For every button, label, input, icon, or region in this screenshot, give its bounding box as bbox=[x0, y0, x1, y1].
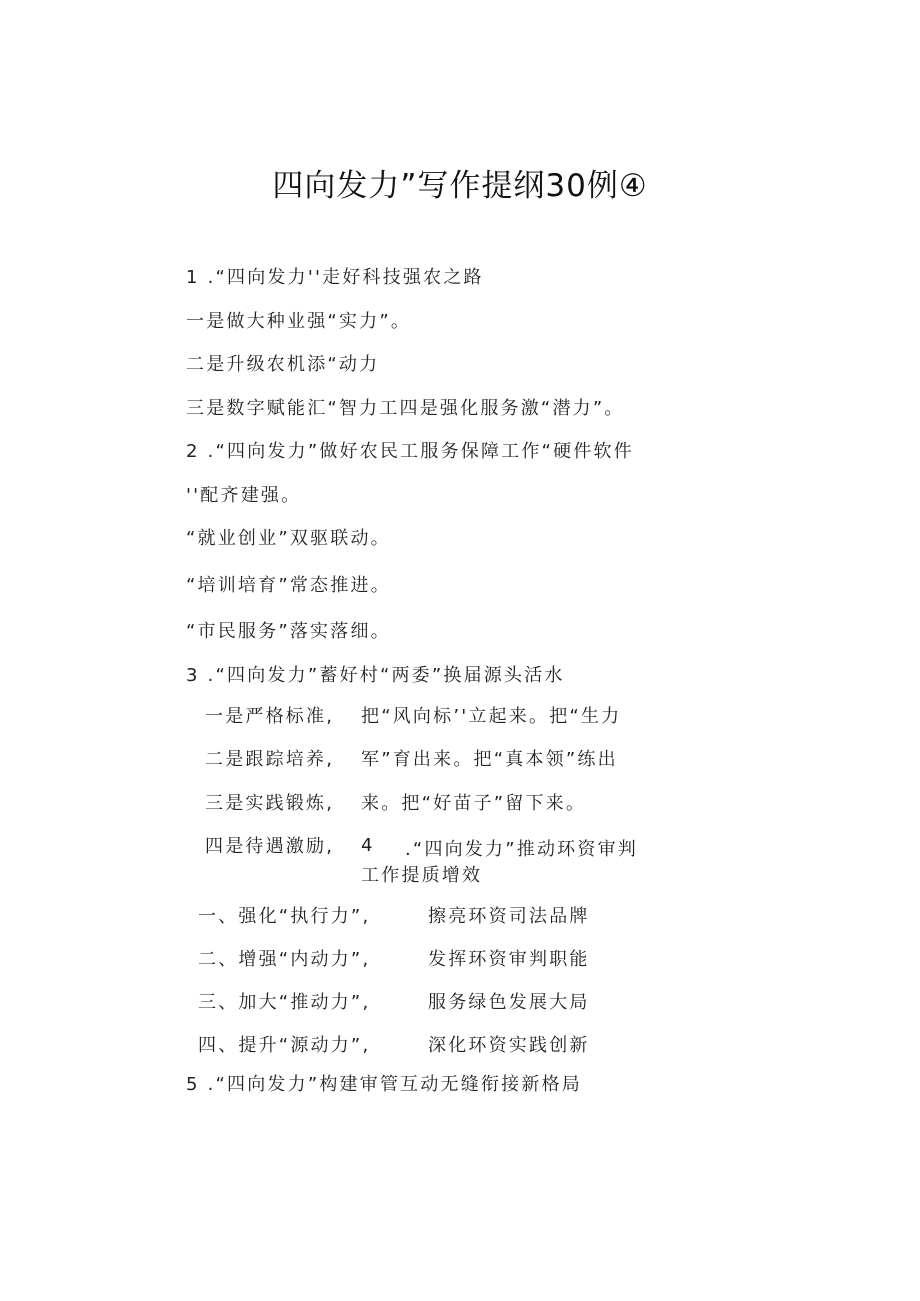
item-3-point-4: 四是待遇激励, bbox=[205, 836, 335, 857]
item-4-detail-4: 深化环资实践创新 bbox=[428, 1035, 590, 1056]
item-2-heading: 2 .“四向发力”做好农民工服务保障工作“硬件软件 bbox=[186, 441, 634, 462]
item-1-point-3: 三是数字赋能汇“智力工四是强化服务激“潜力”。 bbox=[186, 398, 625, 419]
item-4-number: 4 bbox=[361, 835, 375, 856]
item-4-point-2: 二、增强“内动力”, bbox=[198, 949, 371, 970]
item-4-detail-2: 发挥环资审判职能 bbox=[428, 949, 590, 970]
item-4-point-1: 一、强化“执行力”, bbox=[198, 906, 371, 927]
item-1-heading: 1 .“四向发力''走好科技强农之路 bbox=[186, 267, 484, 288]
item-4-point-4: 四、提升“源动力”, bbox=[198, 1035, 371, 1056]
item-4-heading-cont: 工作提质增效 bbox=[361, 865, 483, 886]
item-2-point-1: “就业创业”双驱联动。 bbox=[186, 528, 391, 549]
item-1-point-1: 一是做大种业强“实力”。 bbox=[186, 311, 412, 332]
item-2-heading-cont: ''配齐建强。 bbox=[186, 485, 302, 506]
item-1-point-2: 二是升级农机添“动力 bbox=[186, 354, 380, 375]
item-4-heading: .“四向发力”推动环资审判 bbox=[405, 839, 638, 860]
item-2-point-2: “培训培育”常态推进。 bbox=[186, 575, 391, 596]
document-title: 四向发力”写作提纲30例④ bbox=[272, 168, 648, 204]
item-3-detail-2: 军”育出来。把“真本领”练出 bbox=[361, 749, 618, 770]
item-3-detail-3: 来。把“好苗子”留下来。 bbox=[361, 793, 587, 814]
item-2-point-3: “市民服务”落实落细。 bbox=[186, 621, 391, 642]
item-3-point-3: 三是实践锻炼, bbox=[205, 793, 335, 814]
item-3-point-1: 一是严格标准, bbox=[205, 706, 335, 727]
item-3-detail-1: 把“风向标’'立起来。把“生力 bbox=[361, 706, 622, 727]
item-4-point-3: 三、加大“推动力”, bbox=[198, 992, 371, 1013]
item-3-point-2: 二是跟踪培养, bbox=[205, 749, 335, 770]
item-3-heading: 3 .“四向发力”蓄好村“两委”换届源头活水 bbox=[186, 665, 565, 686]
item-4-detail-1: 擦亮环资司法品牌 bbox=[428, 906, 590, 927]
item-5-heading: 5 .“四向发力”构建审管互动无缝衔接新格局 bbox=[186, 1074, 582, 1095]
item-4-detail-3: 服务绿色发展大局 bbox=[428, 992, 590, 1013]
